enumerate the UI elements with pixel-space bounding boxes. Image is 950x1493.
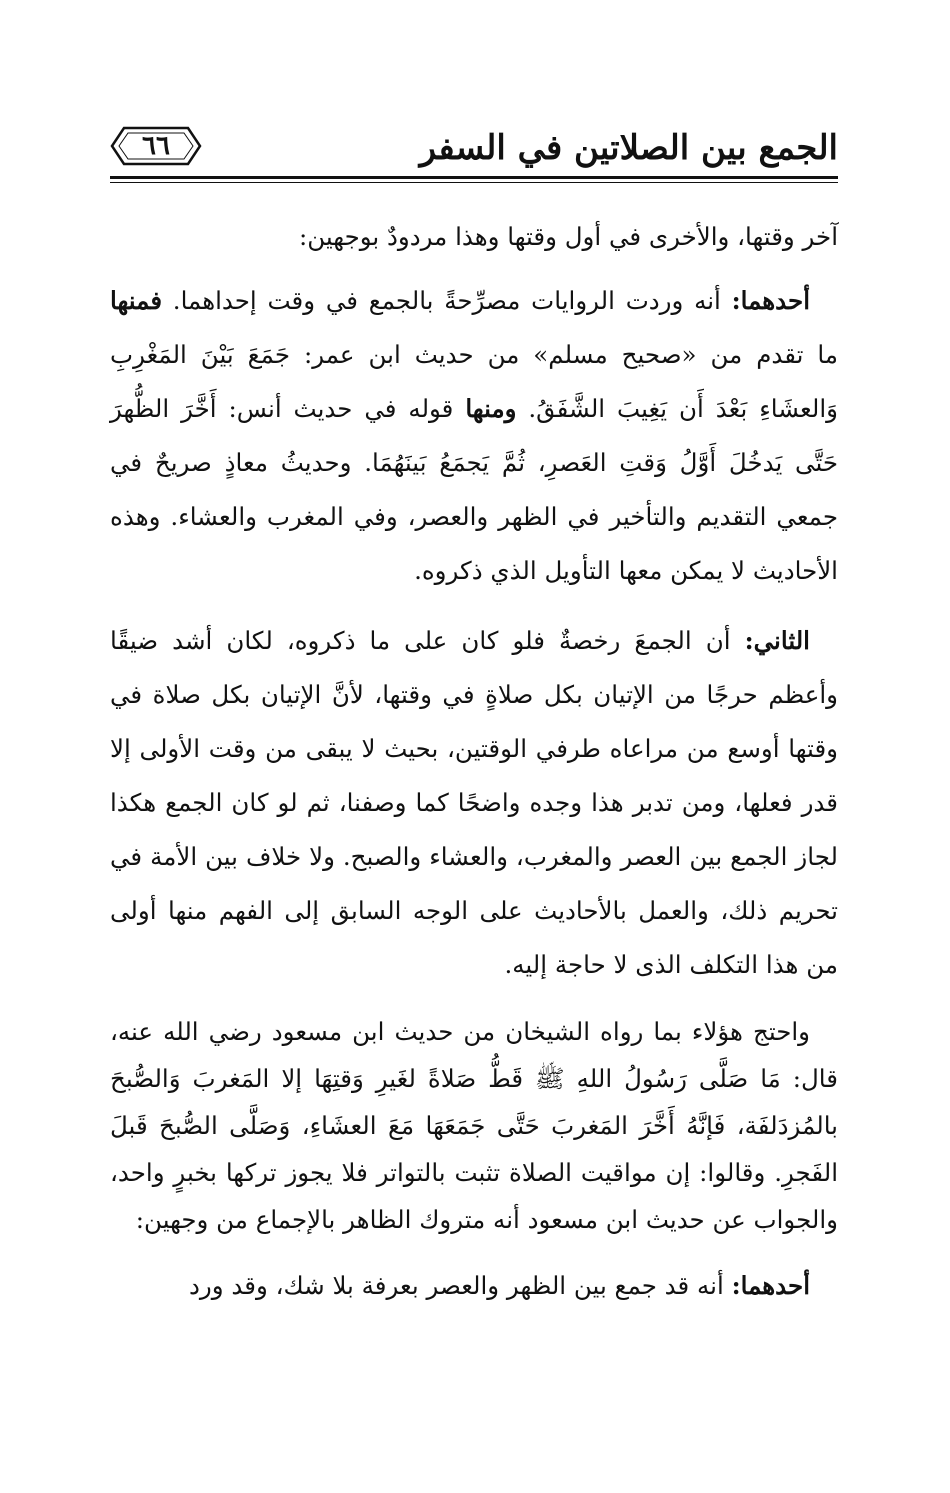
- paragraph-5-text: أنه قد جمع بين الظهر والعصر بعرفة بلا شك، وقد ورد: [189, 1271, 732, 1300]
- paragraph-2-label-d: ومنها: [465, 394, 517, 423]
- page-number-badge: [110, 124, 202, 168]
- paragraph-2-label: أحدهما:: [731, 286, 810, 315]
- paragraph-5-label: أحدهما:: [731, 1271, 810, 1300]
- paragraph-2-text-c: ما تقدم من «صحيح مسلم» من حديث ابن عمر: جَمَعَ بَيْنَ المَغْرِبِ وَالعشَاءِ بَعْدَ أَن يَغِيبَ الشَّفَقُ.: [110, 340, 838, 423]
- header-rule-thick: [110, 176, 838, 179]
- paragraph-5: [110, 1259, 838, 1313]
- paragraph-2-text-a: أنه وردت الروايات مصرِّحةً بالجمع في وقت إحداهما.: [162, 286, 732, 315]
- header-rule-thin: [110, 182, 838, 183]
- paragraph-3-label: الثاني:: [744, 626, 810, 655]
- paragraph-2-text-e: قوله في حديث أنس: أَخَّرَ الظُّهرَ حَتَّى يَدخُلَ أَوَّلُ وَقتِ العَصرِ، ثُمَّ يَجمَعُ بَينَهُمَا. وحديثُ معاذٍ صريحٌ في جمعي التقديم والتأخير في الظهر والعصر، وفي المغرب والعشاء. وهذه الأحاديث لا يمكن معها التأويل الذي ذكروه.: [110, 394, 838, 585]
- paragraph-4: واحتج هؤلاء بما رواه الشيخان من حديث ابن مسعود رضي الله عنه، قال: مَا صَلَّى رَسُولُ اللهِ ﷺ قَطُّ صَلاةً لغَيرِ وَقتِهَا إلا المَغربَ وَالصُّبحَ بالمُزدَلفَة، فَإنَّهُ أَخَّرَ المَغربَ حَتَّى جَمَعَهَا مَعَ العشَاءِ، وَصَلَّى الصُّبحَ قَبلَ الفَجرِ. وقالوا: إن مواقيت الصلاة تثبت بالتواتر فلا يجوز تركها بخبرٍ واحد، والجواب عن حديث ابن مسعود أنه متروك الظاهر بالإجماع من وجهين:: [110, 1017, 838, 1234]
- header-title: الجمع بين الصلاتين في السفر: [419, 128, 838, 168]
- paragraph-3: [110, 614, 838, 992]
- paragraph-2-label-b: فمنها: [110, 286, 163, 315]
- page-number: ٦٦: [142, 131, 170, 161]
- paragraph-1: آخر وقتها، والأخرى في أول وقتها وهذا مردودٌ بوجهين:: [298, 222, 838, 251]
- paragraph-3-text: أن الجمعَ رخصةٌ فلو كان على ما ذكروه، لكان أشد ضيقًا وأعظم حرجًا من الإتيان بكل صلاةٍ في وقتها، لأنَّ الإتيان بكل صلاة في وقتها أوسع من مراعاه طرفي الوقتين، بحيث لا يبقى من وقت الأولى إلا قدر فعلها، ومن تدبر هذا وجده واضحًا كما وصفنا، ثم لو كان الجمع هكذا لجاز الجمع بين العصر والمغرب، والعشاء والصبح. ولا خلاف بين الأمة في تحريم ذلك، والعمل بالأحاديث على الوجه السابق إلى الفهم منها أولى من هذا التكلف الذى لا حاجة إليه.: [110, 626, 838, 979]
- paragraph-2: [110, 274, 838, 598]
- running-header: [110, 118, 838, 180]
- body-text: [110, 210, 838, 1329]
